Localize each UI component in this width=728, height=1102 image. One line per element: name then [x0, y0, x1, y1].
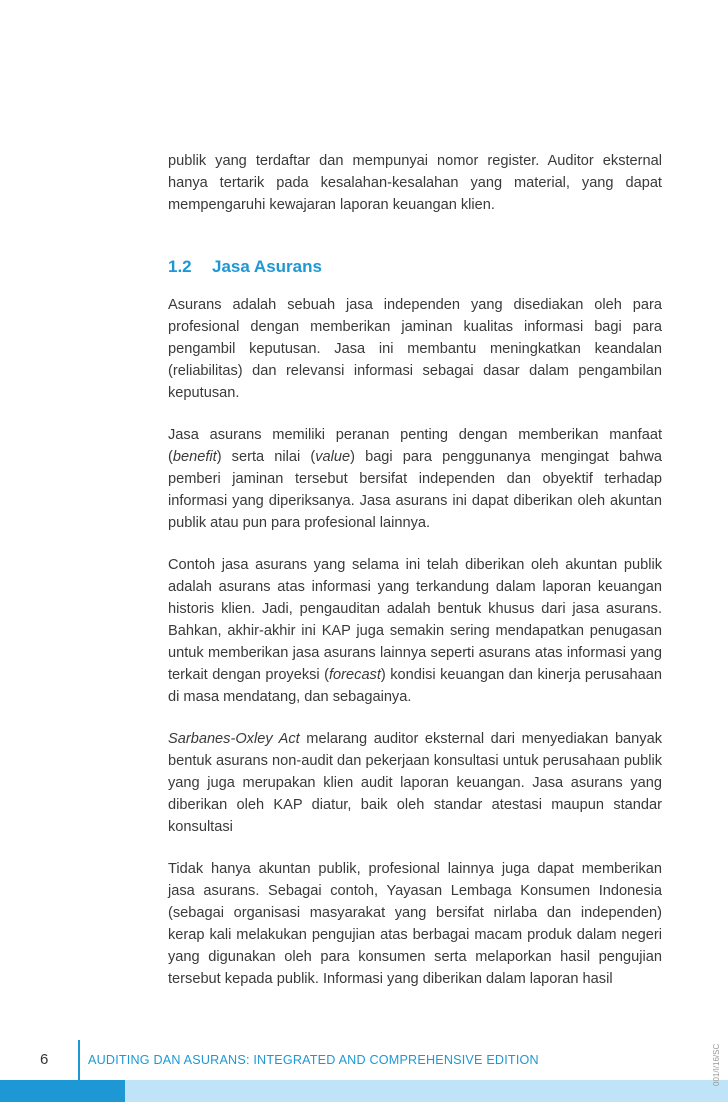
footer-bar-light — [125, 1080, 728, 1102]
page-footer — [0, 1040, 728, 1102]
text-run: ) serta nilai ( — [216, 449, 316, 465]
italic-term: forecast — [329, 667, 381, 683]
footer-bar-accent — [0, 1080, 125, 1102]
italic-term: Sarbanes-Oxley Act — [168, 731, 300, 747]
print-code: 001/I/16/SC — [712, 1043, 721, 1086]
text-run: ) bagi para penggunanya mengingat bahwa pemberi jaminan tersebut bersifat independen dan obyektif terhadap informasi yang diperiksanya. Jasa asurans ini dapat diberikan oleh akuntan publik atau pun para profesional lainnya. — [168, 449, 662, 531]
running-footer-title: AUDITING DAN ASURANS: INTEGRATED AND COMPREHENSIVE EDITION — [88, 1053, 539, 1067]
paragraph-2 — [168, 424, 662, 534]
text-run: melarang auditor eksternal dari menyediakan banyak bentuk asurans non-audit dan pekerjaan konsultasi untuk perusahaan publik yang juga merupakan klien audit laporan keuangan. Jasa asurans yang diberikan oleh KAP diatur, baik oleh standar atestasi maupun standar konsultasi — [168, 731, 662, 835]
text-run: ) kondisi keuangan dan kinerja perusahaan di masa mendatang, dan sebagainya. — [168, 667, 662, 705]
footer-divider — [78, 1040, 80, 1080]
paragraph-1: Asurans adalah sebuah jasa independen yang disediakan oleh para profesional dengan memberikan jaminan kualitas informasi bagi para pengambil keputusan. Jasa ini membantu meningkatkan keandalan (reliabilitas) dan relevansi informasi sebagai dasar dalam pengambilan keputusan. — [168, 297, 662, 401]
paragraph-3 — [168, 554, 662, 708]
italic-term: value — [315, 449, 351, 465]
section-heading — [168, 254, 662, 280]
italic-term: benefit — [172, 449, 217, 465]
text-run: Contoh jasa asurans yang selama ini telah diberikan oleh akuntan publik adalah asurans atas informasi yang terkandung dalam laporan keuangan historis klien. Jadi, pengauditan adalah bentuk khusus dari jasa asurans. Bahkan, akhir-akhir ini KAP juga semakin sering mendapatkan penugasan untuk memberikan jasa asurans lainnya seperti asurans atas informasi yang terkait dengan proyeksi ( — [168, 557, 662, 683]
paragraph-5: Tidak hanya akuntan publik, profesional lainnya juga dapat memberikan jasa asurans. Sebagai contoh, Yayasan Lembaga Konsumen Indonesia (sebagai organisasi masyarakat yang bersifat nirlaba dan independen) kerap kali melakukan pengujian atas berbagai macam produk dalam negeri yang digunakan oleh para konsumen serta melaporkan hasil pengujian tersebut kepada publik. Informasi yang diberikan dalam laporan hasil — [168, 861, 662, 987]
intro-paragraph: publik yang terdaftar dan mempunyai nomor register. Auditor eksternal hanya tertarik pada kesalahan-kesalahan yang material, yang dapat mempengaruhi kewajaran laporan keuangan klien. — [168, 153, 662, 213]
paragraph-4 — [168, 728, 662, 838]
section-number: 1.2 — [168, 257, 192, 276]
page-number: 6 — [40, 1051, 49, 1068]
page-body — [168, 150, 662, 1010]
text-run: Jasa asurans memiliki peranan penting dengan memberikan manfaat ( — [168, 427, 662, 465]
section-title: Jasa Asurans — [212, 257, 322, 276]
